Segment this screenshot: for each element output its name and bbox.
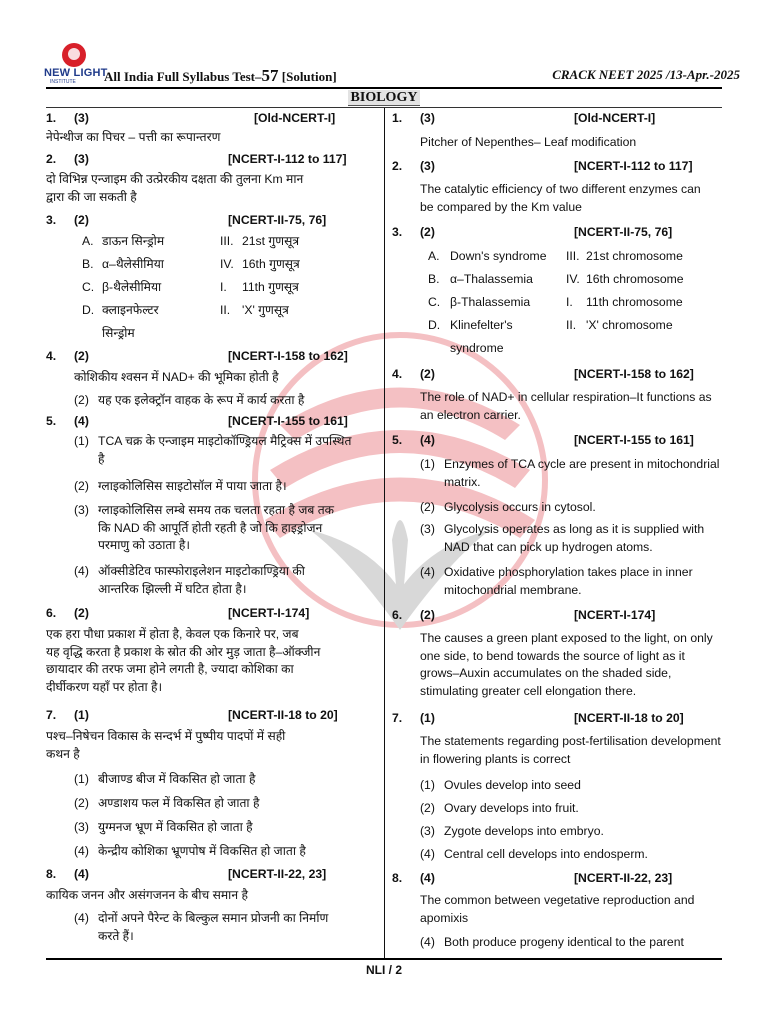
logo-subtext: INSTITUTE	[50, 79, 76, 85]
option-number: (1)	[74, 434, 89, 448]
solution-option	[74, 819, 376, 837]
option-line: है	[98, 451, 105, 466]
question-number: 3.	[392, 225, 403, 239]
ncert-reference: [NCERT-II-22, 23]	[574, 871, 673, 885]
option-line: TCA चक्र के एन्जाइम माइटोकॉण्ड्रियल मैट्रिक्स में उपस्थित	[98, 434, 352, 448]
hindi-column	[46, 110, 376, 955]
match-right-label: IV.	[220, 257, 234, 271]
option-text	[444, 564, 722, 599]
solution-option	[420, 823, 722, 841]
option-line: करते हैं।	[98, 928, 134, 943]
option-number: (4)	[74, 564, 89, 578]
option-text: यह एक इलेक्ट्रॉन वाहक के रूप में कार्य करता है	[98, 393, 305, 407]
solution-option	[420, 846, 722, 864]
answer-option: (4)	[74, 414, 89, 428]
solution-text: कायिक जनन और असंगजनन के बीच समान है	[46, 888, 248, 902]
match-left-label: C.	[428, 295, 441, 309]
ncert-reference: [NCERT-II-75, 76]	[574, 225, 673, 239]
option-text: अण्डाशय फल में विकसित हो जाता है	[98, 796, 260, 810]
option-line: दोनों अपने पैरेन्ट के बिल्कुल समान प्रोजनी का निर्माण	[98, 911, 329, 925]
question-number: 4.	[46, 349, 57, 363]
match-left-text: Down's syndrome	[450, 249, 547, 263]
ncert-reference: [NCERT-II-75, 76]	[228, 213, 327, 227]
ncert-reference: [NCERT-I-155 to 161]	[228, 414, 348, 428]
option-text: केन्द्रीय कोशिका भ्रूणपोष में विकसित हो जाता है	[98, 844, 306, 858]
option-number: (4)	[420, 847, 435, 861]
match-left-text: सिन्ड्रोम	[102, 326, 135, 340]
answer-option: (4)	[420, 871, 435, 885]
match-left-label: B.	[82, 257, 94, 271]
ncert-reference: [NCERT-I-158 to 162]	[574, 367, 694, 381]
solution-text	[420, 389, 722, 424]
match-left-label: D.	[428, 318, 441, 332]
option-text	[444, 456, 722, 491]
option-number: (4)	[74, 911, 89, 925]
question-header	[46, 707, 376, 725]
question-header	[46, 413, 376, 431]
answer-option: (2)	[420, 367, 435, 381]
solution-line: कथन है	[46, 746, 80, 761]
solution-line: The role of NAD+ in cellular respiration–It functions as	[420, 390, 712, 404]
question-number: 1.	[46, 111, 57, 125]
page-header	[28, 38, 740, 90]
solution-option	[74, 478, 376, 496]
solution-text	[420, 181, 722, 216]
match-left-text: Klinefelter's	[450, 318, 513, 332]
option-number: (1)	[74, 772, 89, 786]
solution-option	[74, 843, 376, 861]
option-number: (3)	[420, 824, 435, 838]
ncert-reference: [NCERT-I-158 to 162]	[228, 349, 348, 363]
solution-option	[420, 499, 722, 517]
solution-line: apomixis	[420, 910, 469, 925]
answer-option: (3)	[74, 152, 89, 166]
question-number: 3.	[46, 213, 57, 227]
question-number: 5.	[46, 414, 57, 428]
ncert-reference: [NCERT-II-18 to 20]	[574, 711, 684, 725]
option-number: (2)	[74, 479, 89, 493]
option-line: ग्लाइकोलिसिस लम्बे समय तक चलता रहता है जब तक	[98, 503, 335, 517]
test-title-prefix: All India Full Syllabus Test–	[104, 69, 262, 84]
solution-text	[46, 626, 378, 697]
question-number: 4.	[392, 367, 403, 381]
match-right-label: III.	[566, 249, 580, 263]
answer-option: (4)	[420, 433, 435, 447]
solution-line: दो विभिन्न एन्जाइम की उत्प्रेरकीय दक्षता की तुलना Km मान	[46, 172, 304, 186]
option-text: युग्मनज भ्रूण में विकसित हो जाता है	[98, 820, 253, 834]
solution-line: एक हरा पौधा प्रकाश में होता है, केवल एक किनारे पर, जब	[46, 627, 299, 641]
match-left-text: syndrome	[450, 341, 504, 355]
solution-option	[420, 934, 722, 952]
option-number: (1)	[420, 778, 435, 792]
question-header	[392, 710, 722, 728]
option-number: (2)	[420, 801, 435, 815]
option-line: आन्तरिक झिल्ली में घटित होता है।	[98, 581, 247, 596]
answer-option: (2)	[74, 213, 89, 227]
solution-option	[74, 433, 376, 471]
option-text	[98, 910, 376, 945]
solution-option	[420, 521, 722, 559]
option-text: Zygote develops into embryo.	[444, 824, 604, 838]
match-right-label: II.	[220, 303, 231, 317]
question-number: 5.	[392, 433, 403, 447]
match-left-label: B.	[428, 272, 440, 286]
ncert-reference: [NCERT-II-18 to 20]	[228, 708, 338, 722]
solution-line: grows–Auxin accumulates on the shaded side,	[420, 666, 672, 681]
match-right-text: 'X' गुणसूत्र	[242, 303, 289, 317]
option-text: बीजाण्ड बीज में विकसित हो जाता है	[98, 772, 256, 786]
question-number: 6.	[46, 606, 57, 620]
option-number: (3)	[420, 522, 435, 536]
question-number: 7.	[46, 708, 57, 722]
option-text: ग्लाइकोलिसिस साइटोसॉल में पाया जाता है।	[98, 479, 287, 493]
question-header	[46, 110, 376, 128]
column-divider	[384, 108, 385, 960]
test-title-suffix: [Solution]	[278, 69, 337, 84]
match-left-text: डाऊन सिन्ड्रोम	[102, 234, 165, 248]
solution-line: द्वारा की जा सकती है	[46, 189, 137, 204]
question-header	[392, 110, 722, 128]
solution-option	[74, 795, 376, 813]
option-text: Glycolysis occurs in cytosol.	[444, 500, 596, 514]
option-line: NAD that can pick up hydrogen atoms.	[444, 539, 653, 554]
match-right-label: III.	[220, 234, 234, 248]
match-left-text: β-थैलेसीमिया	[102, 280, 162, 294]
solution-option	[74, 392, 374, 410]
question-header	[392, 366, 722, 384]
match-left-text: क्लाइनफेल्टर	[102, 303, 159, 317]
option-number: (1)	[420, 457, 435, 471]
ncert-reference: [NCERT-I-174]	[228, 606, 310, 620]
footer-rule	[46, 958, 722, 960]
match-right-label: IV.	[566, 272, 580, 286]
match-table	[428, 248, 722, 363]
page-number: NLI / 2	[365, 963, 402, 977]
match-left-label: D.	[82, 303, 95, 317]
logo-emblem-icon	[62, 43, 86, 67]
solution-option	[420, 564, 722, 602]
ncert-reference: [Old-NCERT-I]	[254, 111, 336, 125]
solution-line: छायादार की तरफ जमा होने लगती है, ज्यादा कोशिका का	[46, 662, 294, 677]
solution-line: one side, to bend towards the source of light as it	[420, 648, 685, 663]
question-header	[46, 212, 376, 230]
question-header	[392, 607, 722, 625]
match-left-text: α–थैलेसीमिया	[102, 257, 164, 271]
option-number: (4)	[74, 844, 89, 858]
option-line: matrix.	[444, 474, 481, 489]
solution-line: in flowering plants is correct	[420, 751, 571, 766]
answer-option: (1)	[420, 711, 435, 725]
solution-text	[420, 630, 722, 701]
match-left-label: A.	[428, 249, 440, 263]
question-header	[46, 605, 376, 623]
solution-line: an electron carrier.	[420, 407, 521, 422]
ncert-reference: [NCERT-I-112 to 117]	[574, 159, 693, 173]
option-text: Both produce progeny identical to the parent	[444, 935, 684, 949]
option-number: (3)	[74, 503, 89, 517]
question-header	[392, 870, 722, 888]
question-number: 8.	[46, 867, 57, 881]
solution-text: नेपेन्थीज का पिचर – पत्ती का रूपान्तरण	[46, 130, 221, 144]
solution-line: The statements regarding post-fertilisation development	[420, 734, 721, 748]
solution-option	[74, 563, 376, 601]
answer-option: (2)	[420, 225, 435, 239]
question-number: 8.	[392, 871, 403, 885]
solution-line: दीर्घीकरण यहाँ पर होता है।	[46, 680, 163, 695]
answer-option: (2)	[74, 606, 89, 620]
ncert-reference: [NCERT-I-174]	[574, 608, 656, 622]
question-header	[46, 348, 376, 366]
question-header	[392, 432, 722, 450]
test-title	[104, 64, 337, 89]
option-text: Ovules develop into seed	[444, 778, 581, 792]
solution-option	[420, 800, 722, 818]
option-text	[98, 502, 376, 555]
match-right-text: 11th chromosome	[586, 295, 683, 309]
solution-option	[74, 771, 376, 789]
subject-title: BIOLOGY	[348, 90, 421, 106]
question-number: 7.	[392, 711, 403, 725]
solution-text	[46, 171, 376, 206]
solution-line: यह वृद्धि करता है प्रकाश के स्रोत की ओर मुड़ जाता है–ऑक्जीन	[46, 644, 321, 659]
option-line: mitochondrial membrane.	[444, 582, 582, 597]
test-number: 57	[261, 66, 279, 85]
match-right-text: 21st गुणसूत्र	[242, 234, 300, 248]
english-column	[392, 110, 722, 955]
match-table	[82, 233, 372, 348]
ncert-reference: [Old-NCERT-I]	[574, 111, 656, 125]
option-text	[98, 433, 376, 468]
question-number: 2.	[392, 159, 403, 173]
header-exam-date: CRACK NEET 2025 /13-Apr.-2025	[552, 67, 740, 82]
answer-option: (3)	[420, 111, 435, 125]
match-right-text: 16th गुणसूत्र	[242, 257, 300, 271]
match-right-text: 11th गुणसूत्र	[242, 280, 299, 294]
solution-line: The common between vegetative reproduction and	[420, 893, 695, 907]
answer-option: (2)	[420, 608, 435, 622]
solution-option	[74, 910, 376, 948]
solution-text	[420, 733, 722, 768]
option-number: (2)	[420, 500, 435, 514]
option-text	[444, 521, 722, 556]
subject-heading	[46, 89, 722, 107]
question-header	[392, 224, 722, 242]
ncert-reference: [NCERT-II-22, 23]	[228, 867, 327, 881]
match-left-label: A.	[82, 234, 94, 248]
option-line: परमाणु को उठाता है।	[98, 538, 190, 553]
option-number: (4)	[420, 565, 435, 579]
answer-option: (4)	[74, 867, 89, 881]
match-right-text: 16th chromosome	[586, 272, 684, 286]
option-text	[98, 563, 376, 598]
answer-option: (1)	[74, 708, 89, 722]
answer-option: (3)	[420, 159, 435, 173]
question-header	[46, 866, 376, 884]
solution-text	[46, 728, 378, 763]
option-line: कि NAD की आपूर्ति होती रहती है जो कि हाइड्रोजन	[98, 520, 323, 535]
question-number: 2.	[46, 152, 57, 166]
logo-text: NEW LIGHT	[44, 67, 108, 79]
match-right-label: II.	[566, 318, 577, 332]
solution-line: The catalytic efficiency of two different enzymes can	[420, 182, 701, 196]
match-right-text: 'X' chromosome	[586, 318, 673, 332]
match-left-text: α–Thalassemia	[450, 272, 533, 286]
option-line: Oxidative phosphorylation takes place in inner	[444, 565, 693, 579]
option-number: (3)	[74, 820, 89, 834]
solution-line: be compared by the Km value	[420, 199, 582, 214]
solution-option	[420, 456, 722, 494]
match-left-label: C.	[82, 280, 95, 294]
match-right-label: I.	[220, 280, 227, 294]
question-number: 6.	[392, 608, 403, 622]
match-right-label: I.	[566, 295, 573, 309]
solution-option	[74, 502, 376, 558]
option-number: (2)	[74, 796, 89, 810]
ncert-reference: [NCERT-I-155 to 161]	[574, 433, 694, 447]
option-line: Enzymes of TCA cycle are present in mitochondrial	[444, 457, 720, 471]
answer-option: (3)	[74, 111, 89, 125]
option-text: Central cell develops into endosperm.	[444, 847, 648, 861]
ncert-reference: [NCERT-I-112 to 117]	[228, 152, 347, 166]
solution-option	[420, 777, 722, 795]
option-line: ऑक्सीडेटिव फास्फोराइलेशन माइटोकाण्ड्रिया की	[98, 564, 305, 578]
option-number: (4)	[420, 935, 435, 949]
match-left-text: β-Thalassemia	[450, 295, 531, 309]
solution-text: कोशिकीय श्वसन में NAD+ की भूमिका होती है	[74, 370, 279, 384]
option-line: Glycolysis operates as long as it is supplied with	[444, 522, 705, 536]
solution-text: Pitcher of Nepenthes– Leaf modification	[420, 135, 637, 149]
option-text: Ovary develops into fruit.	[444, 801, 579, 815]
solution-line: The causes a green plant exposed to the light, on only	[420, 631, 713, 645]
question-header	[46, 151, 376, 169]
answer-option: (2)	[74, 349, 89, 363]
question-number: 1.	[392, 111, 403, 125]
solution-line: stimulating greater cell elongation there.	[420, 684, 637, 699]
solution-line: पश्च–निषेचन विकास के सन्दर्भ में पुष्पीय पादपों में सही	[46, 729, 286, 743]
question-header	[392, 158, 722, 176]
option-number: (2)	[74, 393, 89, 407]
solution-text	[420, 892, 722, 927]
match-right-text: 21st chromosome	[586, 249, 683, 263]
